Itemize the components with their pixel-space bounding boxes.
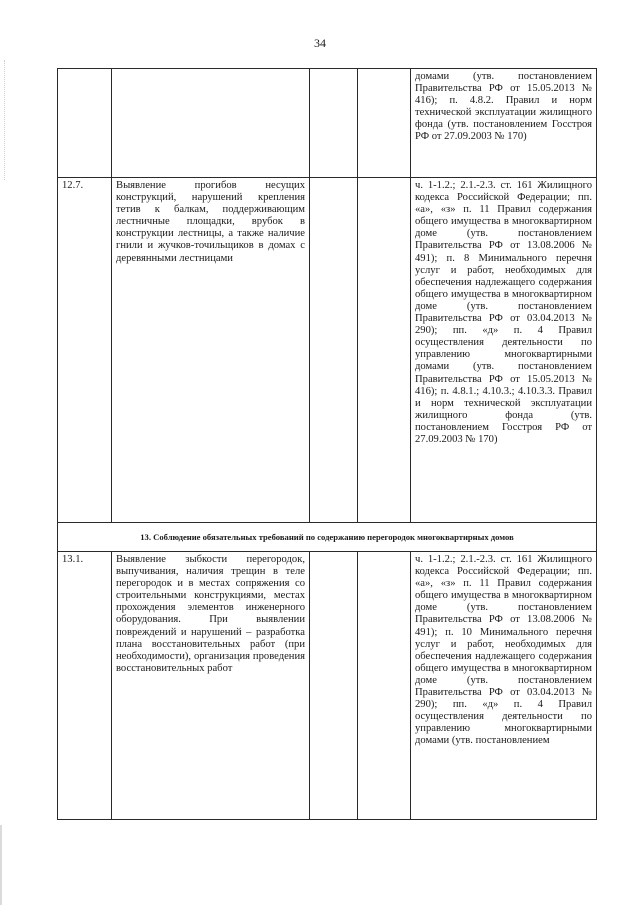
scan-edge-artifact [0, 825, 20, 905]
empty-cell [310, 178, 358, 523]
item-number-cell [58, 69, 112, 178]
item-number-cell: 12.7. [58, 178, 112, 523]
item-description-cell: Выявление прогибов несущих конструкций, нарушений крепления тетив к балкам, поддерживающим лестничные площадки, врубок в конструкции лестницы, а также наличие гнили и жучков-точильщиков в домах с деревянными лестницами [112, 178, 310, 523]
scan-edge-artifact [4, 60, 19, 180]
empty-cell [358, 178, 411, 523]
item-description-cell [112, 69, 310, 178]
legal-basis-cell: ч. 1-1.2.; 2.1.-2.3. ст. 161 Жилищного кодекса Российской Федерации; пп. «а», «з» п. 11 Правил содержания общего имущества в многоквартирном доме (утв. постановлением Правительства РФ от 13.08.2006 № 491); п. 8 Минимального перечня услуг и работ, необходимых для обеспечения надлежащего содержания общего имущества в многоквартирном доме (утв. постановлением Правительства РФ от 03.04.2013 № 290); пп. «д» п. 4 Правил осуществления деятельности по управлению многоквартирными домами (утв. постановлением Правительства РФ от 15.05.2013 № 416); п. 4.8.1.; 4.10.3.; 4.10.3.3. Правил и норм технической эксплуатации жилищного фонда (утв. постановлением Госстроя РФ от 27.09.2003 № 170) [411, 178, 597, 523]
legal-basis-cell: ч. 1-1.2.; 2.1.-2.3. ст. 161 Жилищного кодекса Российской Федерации; пп. «а», «з» п. 11 Правил содержания общего имущества в многоквартирном доме (утв. постановлением Правительства РФ от 13.08.2006 № 491); п. 10 Минимального перечня услуг и работ, необходимых для обеспечения надлежащего содержания общего имущества в многоквартирном доме (утв. постановлением Правительства РФ от 03.04.2013 № 290); пп. «д» п. 4 Правил осуществления деятельности по управлению многоквартирными домами (утв. постановлением [411, 552, 597, 820]
empty-cell [358, 552, 411, 820]
table-row [58, 552, 597, 820]
table-row [58, 178, 597, 523]
empty-cell [310, 69, 358, 178]
item-description-cell: Выявление зыбкости перегородок, выпучивания, наличия трещин в теле перегородок и в местах сопряжения со строительными конструкциями, местах прохождения элементов инженерного оборудования. При выявлении повреждений и нарушений – разработка плана восстановительных работ (при необходимости), организация проведения восстановительных работ [112, 552, 310, 820]
empty-cell [358, 69, 411, 178]
empty-cell [310, 552, 358, 820]
requirements-table [57, 68, 597, 820]
section-title: 13. Соблюдение обязательных требований по содержанию перегородок многоквартирных домов [58, 523, 597, 552]
section-header-row [58, 523, 597, 552]
table-row [58, 69, 597, 178]
page-number: 34 [314, 36, 326, 50]
legal-basis-cell: домами (утв. постановлением Правительства РФ от 15.05.2013 № 416); п. 4.8.2. Правил и норм технической эксплуатации жилищного фонда (утв. постановлением Госстроя РФ от 27.09.2003 № 170) [411, 69, 597, 178]
item-number-cell: 13.1. [58, 552, 112, 820]
